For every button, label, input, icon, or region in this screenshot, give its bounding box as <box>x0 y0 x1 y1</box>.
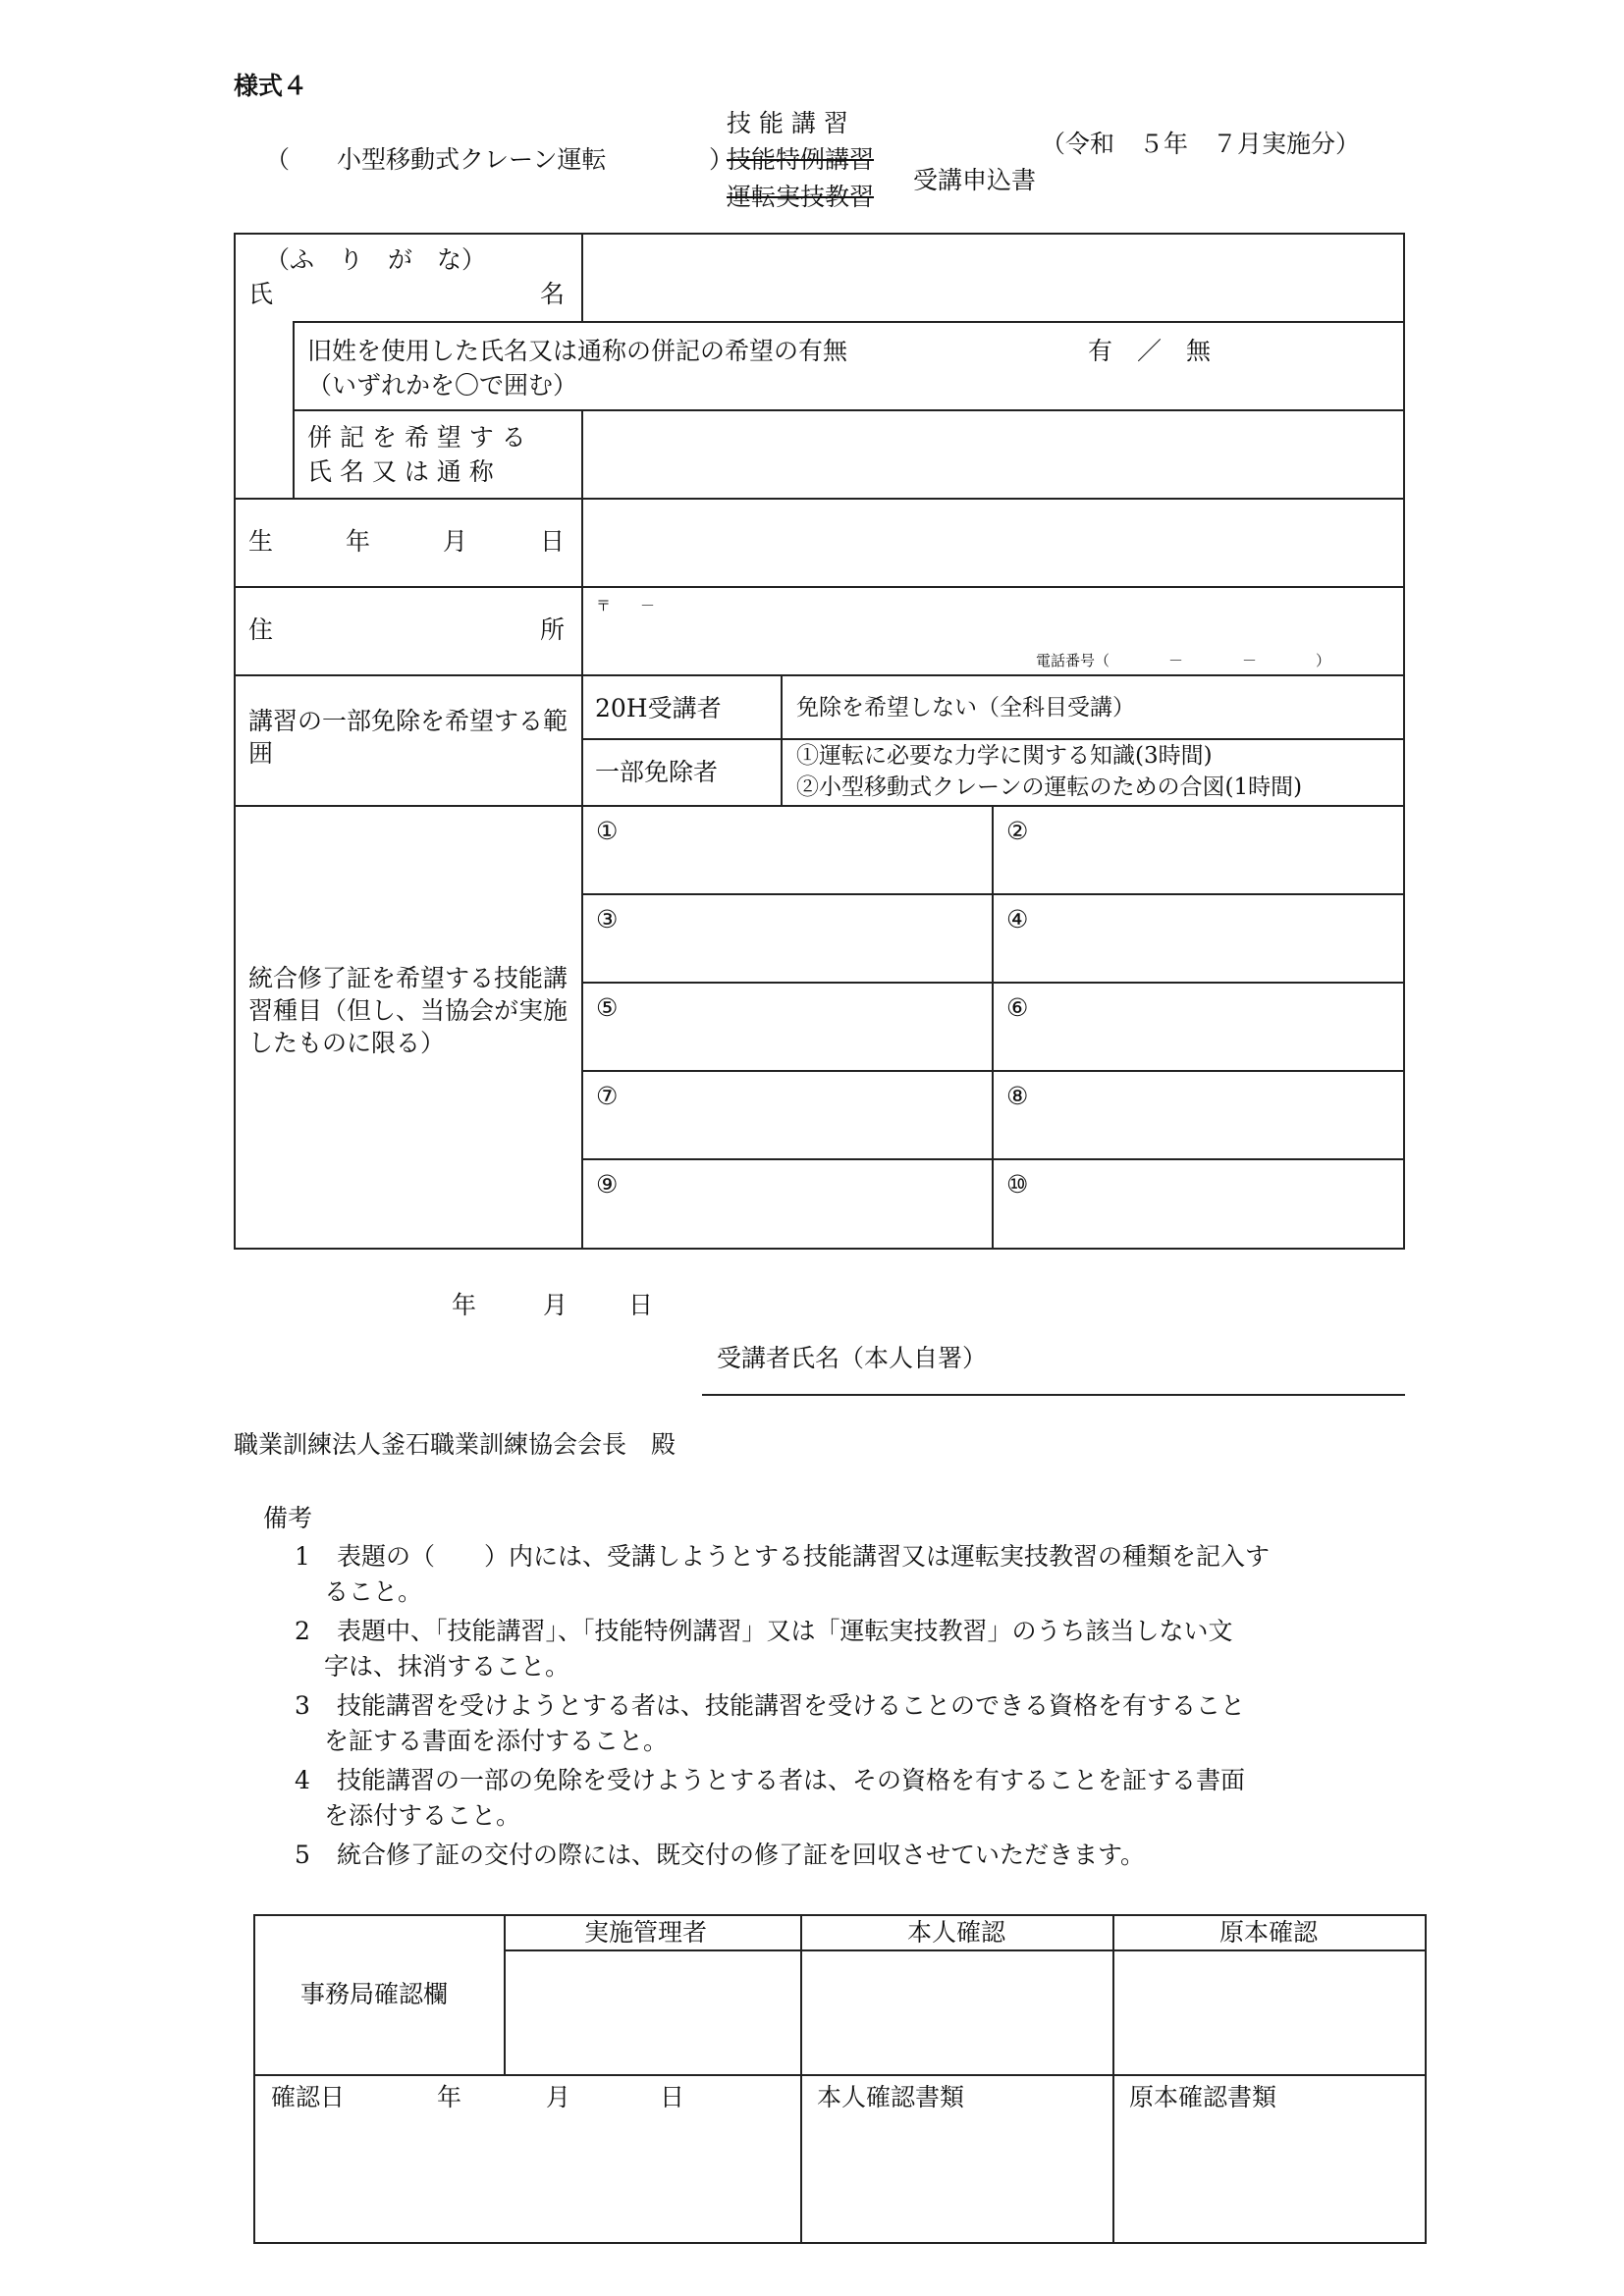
old-name-note: （いずれかを〇で囲む） <box>307 371 578 400</box>
postal-code-mark: 〒 － <box>596 597 656 614</box>
exemption-category-partial: 一部免除者 <box>595 758 719 786</box>
remark-line: 表題の（ ）内には、受講しようとする技能講習又は運転実技教習の種類を記入す <box>337 1542 1271 1571</box>
birth-label-nen: 年 <box>346 527 371 556</box>
remark-number: 4 <box>295 1766 310 1794</box>
address-input[interactable] <box>583 588 1403 674</box>
course-type-skill: 技 能 講 習 <box>727 109 848 137</box>
title-paren-close: ） <box>709 145 734 174</box>
combined-name-label-2: 氏 名 又 は 通 称 <box>307 457 494 486</box>
remark-line: 統合修了証の交付の際には、既交付の修了証を回収させていただきます。 <box>337 1841 1146 1869</box>
remark-number: 1 <box>295 1542 310 1571</box>
birth-label-month: 月 <box>443 527 468 556</box>
name-label-second: 名 <box>540 280 566 308</box>
exemption-detail-full[interactable]: 免除を希望しない（全科目受講） <box>796 695 1135 721</box>
certificate-slot-7[interactable]: ⑦ <box>596 1082 619 1110</box>
remark-line: 字は、抹消すること。 <box>324 1652 570 1681</box>
certificate-slot-9[interactable]: ⑨ <box>596 1170 619 1199</box>
birth-date-input[interactable] <box>583 500 1403 586</box>
address-label-first: 住 <box>248 615 274 644</box>
document-title: 受講申込書 <box>913 166 1037 194</box>
confirm-date-day: 日 <box>660 2083 685 2111</box>
date-month: 月 <box>543 1291 568 1319</box>
original-docs-label: 原本確認書類 <box>1129 2083 1277 2111</box>
title-paren-open: （ <box>265 145 291 174</box>
identity-stamp-box[interactable] <box>802 1951 1110 2074</box>
combined-name-label-1: 併 記 を 希 望 す る <box>307 423 526 452</box>
certificate-slot-10[interactable]: ⑩ <box>1006 1170 1029 1199</box>
col-header-manager: 実施管理者 <box>584 1918 708 1947</box>
remark-line: 技能講習の一部の免除を受けようとする者は、その資格を有することを証する書面 <box>337 1766 1246 1794</box>
course-type-practice: 運転実技教習 <box>727 183 875 211</box>
remark-number: 2 <box>295 1617 310 1645</box>
form-number: 様式４ <box>234 72 308 100</box>
certificate-label: 統合修了証を希望する技能講習種目（但し、当協会が実施したものに限る） <box>248 964 568 1057</box>
exemption-category-full: 20H受講者 <box>595 694 722 722</box>
address-label-second: 所 <box>540 615 566 644</box>
original-stamp-box[interactable] <box>1114 1951 1423 2074</box>
old-name-options[interactable]: 有 ／ 無 <box>1088 337 1212 365</box>
remark-line: 技能講習を受けようとする者は、技能講習を受けることのできる資格を有すること <box>337 1691 1246 1720</box>
signer-label: 受講者氏名（本人自署） <box>717 1344 988 1372</box>
old-name-question: 旧姓を使用した氏名又は通称の併記の希望の有無 <box>307 337 848 365</box>
birth-label-day: 日 <box>540 527 566 556</box>
certificate-slot-1[interactable]: ① <box>596 817 619 845</box>
name-label-first: 氏 <box>248 280 274 308</box>
name-input[interactable] <box>583 235 1403 321</box>
certificate-slot-5[interactable]: ⑤ <box>596 993 619 1022</box>
office-section-label: 事務局確認欄 <box>300 1980 449 2008</box>
exemption-detail-partial-1[interactable]: ①運転に必要な力学に関する知識(3時間) <box>796 743 1213 769</box>
remark-line: を添付すること。 <box>324 1801 521 1830</box>
remark-line: を証する書面を添付すること。 <box>324 1727 669 1755</box>
remark-line: 表題中、「技能講習」、「技能特例講習」又は「運転実技教習」のうち該当しない文 <box>337 1617 1233 1645</box>
course-name: 小型移動式クレーン運転 <box>337 145 607 174</box>
phone-number-label: 電話番号（ － － ） <box>1036 652 1331 669</box>
col-header-identity: 本人確認 <box>907 1918 1006 1947</box>
confirm-date-year: 年 <box>437 2083 462 2111</box>
remark-number: 3 <box>295 1691 310 1720</box>
furigana-label: （ふ り が な） <box>265 245 487 274</box>
remark-line: ること。 <box>324 1577 423 1606</box>
addressee: 職業訓練法人釜石職業訓練協会会長 殿 <box>234 1430 677 1459</box>
certificate-slot-3[interactable]: ③ <box>596 905 619 934</box>
confirm-date-label: 確認日 <box>271 2083 346 2111</box>
date-year: 年 <box>452 1291 477 1319</box>
schedule-text: （令和 ５年 ７月実施分） <box>1041 130 1361 158</box>
col-header-original: 原本確認 <box>1219 1918 1319 1947</box>
exemption-label: 講習の一部免除を希望する範囲 <box>248 707 568 768</box>
combined-name-input[interactable] <box>583 411 1403 498</box>
date-day: 日 <box>628 1291 654 1319</box>
confirm-date-month: 月 <box>546 2083 571 2111</box>
id-docs-label: 本人確認書類 <box>817 2083 965 2111</box>
certificate-slot-2[interactable]: ② <box>1006 817 1029 845</box>
certificate-slot-8[interactable]: ⑧ <box>1006 1082 1029 1110</box>
birth-label-year: 生 <box>248 527 274 556</box>
certificate-slot-6[interactable]: ⑥ <box>1006 993 1029 1022</box>
remarks-title: 備考 <box>263 1504 313 1532</box>
certificate-slot-4[interactable]: ④ <box>1006 905 1029 934</box>
manager-stamp-box[interactable] <box>506 1951 798 2074</box>
signature-line[interactable] <box>702 1394 1405 1396</box>
remark-number: 5 <box>295 1841 310 1869</box>
course-type-special: 技能特例講習 <box>727 145 875 174</box>
exemption-detail-partial-2[interactable]: ②小型移動式クレーンの運転のための合図(1時間) <box>796 774 1303 800</box>
